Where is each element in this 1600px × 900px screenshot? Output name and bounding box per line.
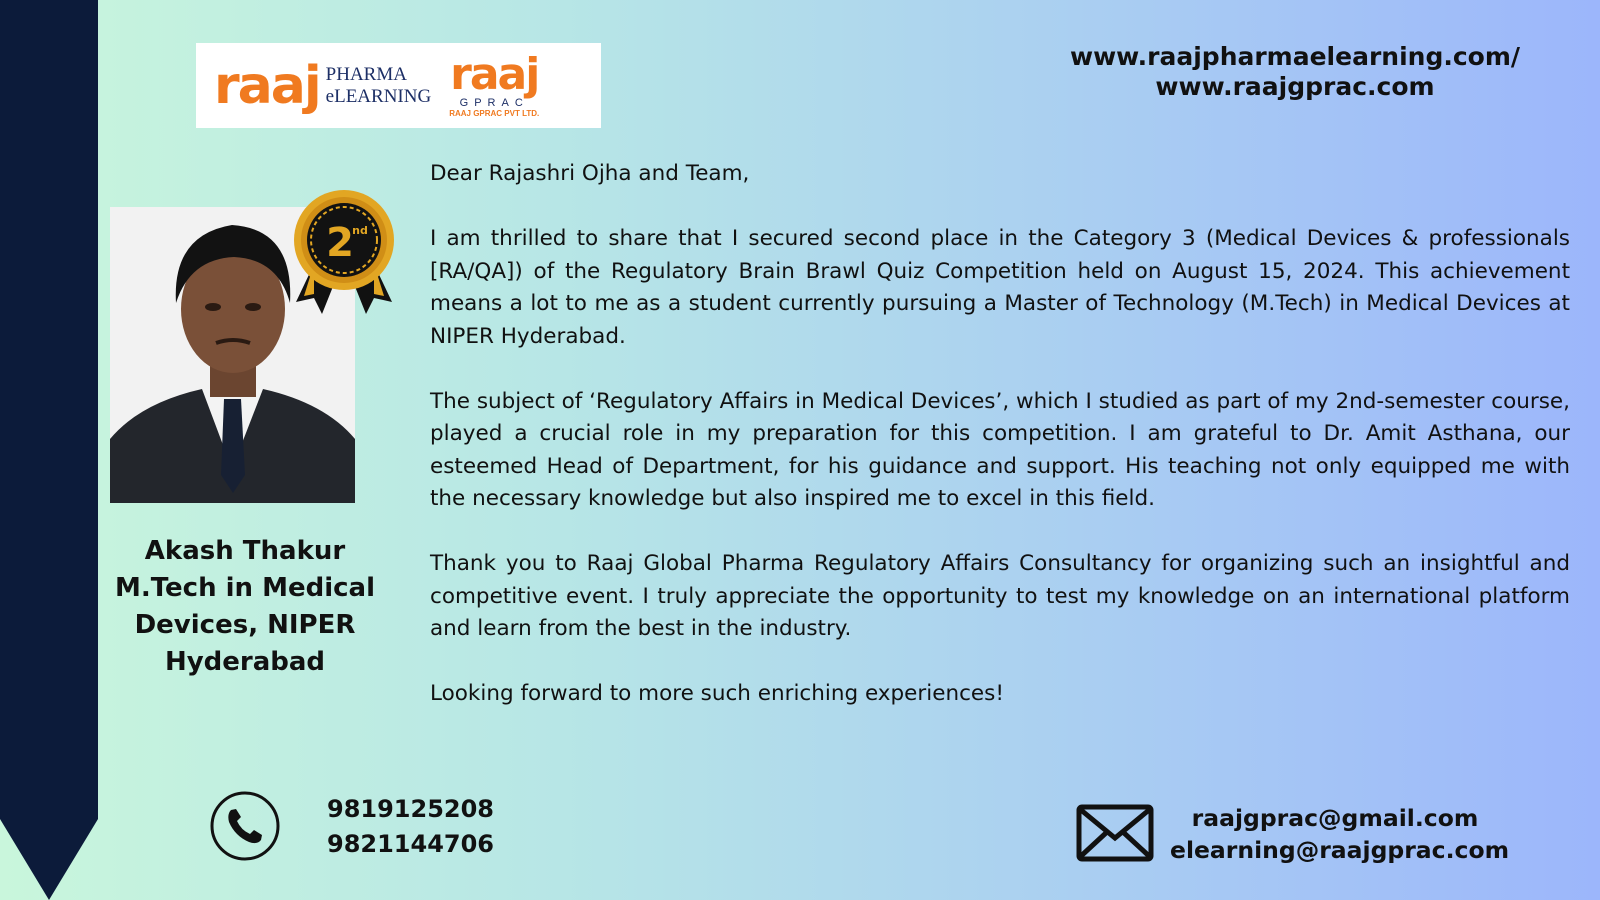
testimonial-letter: [430, 158, 1570, 711]
logo-raaj-left: raaj: [214, 55, 320, 116]
phone-number-1[interactable]: 9819125208: [327, 795, 494, 823]
email-addresses: [1170, 802, 1510, 866]
profile-line-4: Hyderabad: [164, 647, 326, 677]
letter-paragraph-1: I am thrilled to share that I secured second place in the Category 3 (Medical Devices & professionals [RA/QA]) of the Regulatory Brain Brawl Quiz Competition held on August 15, 2024. This achievement means a lot to me as a student currently pursuing a Master of Technology (M.Tech) in Medical Devices at NIPER Hyderabad.: [430, 226, 1570, 349]
logo-raaj-right: raaj: [450, 49, 539, 100]
logo-gprac-block: [449, 49, 540, 118]
phone-icon: [209, 790, 281, 862]
email-2[interactable]: elearning@raajgprac.com: [1170, 836, 1510, 864]
logo-gprac-text: GPRAC: [459, 97, 529, 109]
letter-closing: Looking forward to more such enriching experiences!: [430, 681, 1004, 706]
phone-number-2[interactable]: 9821144706: [327, 830, 494, 858]
letter-greeting: Dear Rajashri Ojha and Team,: [430, 161, 750, 186]
profile-line-2: M.Tech in Medical: [114, 573, 375, 603]
logo-pharma-text: PHARMA: [325, 63, 407, 85]
website-header: [1030, 42, 1560, 102]
profile-line-3: Devices, NIPER: [134, 610, 356, 640]
letter-paragraph-3: Thank you to Raaj Global Pharma Regulatory Affairs Consultancy for organizing such an insightful and competitive event. I truly appreciate the opportunity to test my knowledge on an international platform and learn from the best in the industry.: [430, 551, 1570, 641]
logo-company-text: RAAJ GPRAC PVT LTD.: [449, 109, 540, 118]
badge-rank: 2: [326, 220, 354, 266]
award-rosette-icon: [288, 186, 400, 316]
logo-pharma-elearning: [326, 64, 432, 108]
envelope-icon: [1076, 804, 1154, 862]
left-ribbon: [0, 0, 98, 900]
logo-elearning-text: eLEARNING: [325, 85, 432, 107]
badge-suffix: nd: [352, 224, 368, 237]
profile-caption: [110, 533, 380, 681]
letter-paragraph-2: The subject of ‘Regulatory Affairs in Medical Devices’, which I studied as part of my 2nd-semester course, played a crucial role in my preparation for this competition. I am grateful to Dr. Amit Asthana, our esteemed Head of Department, for his guidance and support. His teaching not only equipped me with the necessary knowledge but also inspired me to excel in this field.: [430, 388, 1570, 511]
profile-name: Akash Thakur: [144, 536, 346, 566]
website-link-1[interactable]: www.raajpharmaelearning.com/: [1069, 42, 1521, 71]
website-link-2[interactable]: www.raajgprac.com: [1155, 72, 1435, 101]
phone-numbers: [327, 792, 494, 862]
email-1[interactable]: raajgprac@gmail.com: [1191, 804, 1479, 832]
company-logo: [196, 43, 601, 128]
